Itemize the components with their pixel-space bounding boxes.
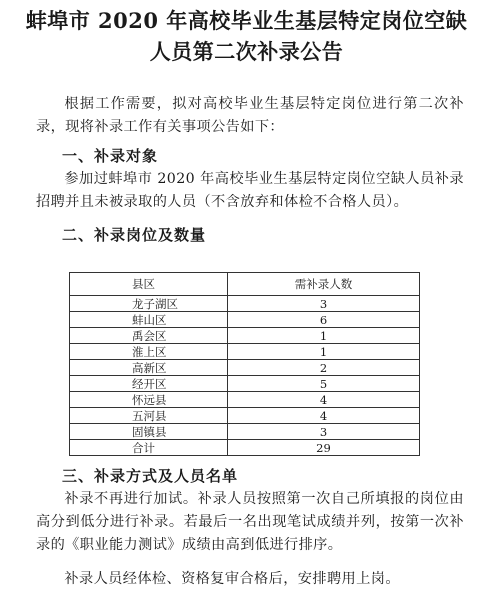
district-cell: 禹会区	[70, 328, 228, 344]
count-cell: 3	[228, 424, 420, 440]
count-cell: 1	[228, 344, 420, 360]
table-row	[70, 344, 420, 360]
district-cell: 合计	[70, 440, 228, 456]
district-cell: 怀远县	[70, 392, 228, 408]
count-cell: 1	[228, 328, 420, 344]
count-cell: 4	[228, 392, 420, 408]
section-3-heading: 三、补录方式及人员名单	[62, 467, 239, 485]
page-title-line-2: 人员第二次补录公告	[149, 39, 344, 64]
table-row	[70, 424, 420, 440]
intro-paragraph: 根据工作需要，拟对高校毕业生基层特定岗位进行第二次补录，现将补录工作有关事项公告如下：	[36, 96, 464, 135]
quota-table	[69, 272, 420, 456]
table-header-row	[70, 273, 420, 296]
table-row	[70, 360, 420, 376]
table-row	[70, 328, 420, 344]
count-cell: 4	[228, 408, 420, 424]
section-3-paragraph-2: 补录人员经体检、资格复审合格后，安排聘用上岗。	[64, 571, 400, 587]
district-cell: 蚌山区	[70, 312, 228, 328]
count-cell: 3	[228, 296, 420, 312]
column-header-district: 县区	[70, 273, 228, 296]
table-row	[70, 312, 420, 328]
table-row	[70, 408, 420, 424]
count-cell: 5	[228, 376, 420, 392]
quota-table-body	[70, 296, 420, 456]
section-1-heading: 一、补录对象	[62, 147, 159, 165]
count-cell: 6	[228, 312, 420, 328]
table-row	[70, 376, 420, 392]
district-cell: 经开区	[70, 376, 228, 392]
district-cell: 龙子湖区	[70, 296, 228, 312]
district-cell: 淮上区	[70, 344, 228, 360]
district-cell: 高新区	[70, 360, 228, 376]
section-1-text: 参加过蚌埠市 2020 年高校毕业生基层特定岗位空缺人员补录招聘并且未被录取的人员（不含放弃和体检不合格人员）。	[36, 171, 464, 210]
page-title-line-1: 蚌埠市 2020 年高校毕业生基层特定岗位空缺	[25, 8, 468, 33]
table-row	[70, 296, 420, 312]
count-cell: 29	[228, 440, 420, 456]
district-cell: 五河县	[70, 408, 228, 424]
table-row	[70, 440, 420, 456]
section-3-paragraph-1: 补录不再进行加试。补录人员按照第一次自己所填报的岗位由高分到低分进行补录。若最后一名出现笔试成绩并列，按第一次补录的《职业能力测试》成绩由高到低进行排序。	[36, 491, 464, 553]
table-row	[70, 392, 420, 408]
column-header-count: 需补录人数	[228, 273, 420, 296]
section-2-heading: 二、补录岗位及数量	[62, 226, 207, 244]
district-cell: 固镇县	[70, 424, 228, 440]
count-cell: 2	[228, 360, 420, 376]
